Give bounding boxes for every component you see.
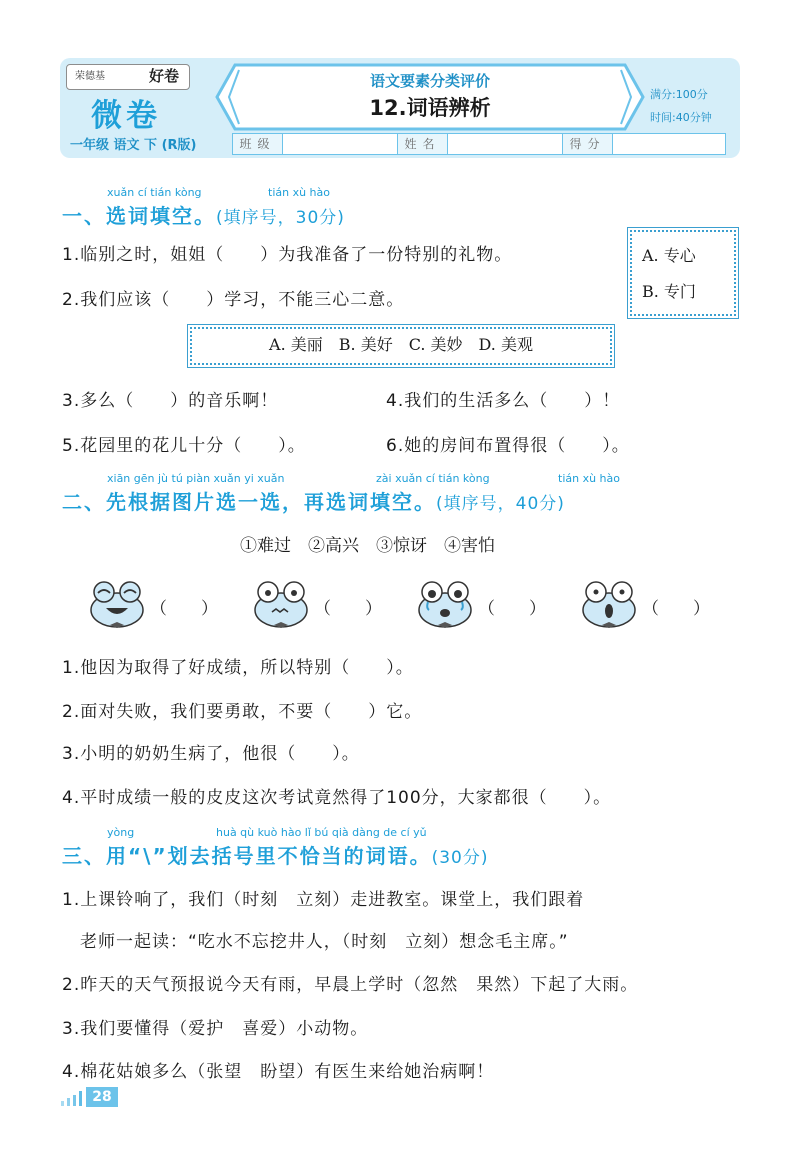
s2-question-2: 2.面对失败，我们要勇敢，不要（ ）它。 <box>62 702 423 722</box>
section2-title-text: 二、先根据图片选一选，再选词填空。 <box>62 490 436 514</box>
time-limit: 时间:40分钟 <box>650 111 712 124</box>
s2-question-3: 3.小明的奶奶生病了，他很（ ）。 <box>62 744 360 764</box>
class-field[interactable] <box>283 134 398 154</box>
s3-question-1-line2: 老师一起读：“吃水不忘挖井人，（时刻 立刻）想念毛主席。” <box>80 932 569 952</box>
score-field[interactable] <box>613 134 725 154</box>
page-number: 28 <box>86 1087 118 1107</box>
section2-pinyin-b: zài xuǎn cí tián kòng <box>376 472 490 485</box>
option-a-zhuanxin: A. 专心 <box>642 246 696 265</box>
option-b-zhuanmen: B. 专门 <box>642 282 696 301</box>
section1-pinyin-a: xuǎn cí tián kòng <box>107 186 202 199</box>
frog-blank-2[interactable]: （ ） <box>314 599 382 619</box>
section3-title-text: 三、用“\”划去括号里不恰当的词语。 <box>62 844 432 868</box>
section2-points: (填序号，40分) <box>436 494 565 514</box>
score-label: 得分 <box>563 134 613 154</box>
series-title: 语文要素分类评价 <box>369 72 490 90</box>
s1-question-4: 4.我们的生活多么（ ）！ <box>386 391 621 411</box>
frog-blank-1[interactable]: （ ） <box>150 599 218 619</box>
s1-question-3: 3.多么（ ）的音乐啊！ <box>62 391 279 411</box>
frog-blank-3[interactable]: （ ） <box>478 599 546 619</box>
section3-points: (30分) <box>431 848 489 868</box>
section1-title <box>62 200 345 229</box>
grade-label: 一年级 语文 下 (R版) <box>70 138 197 153</box>
publisher: 荣德基 <box>75 71 105 82</box>
section1-pinyin-b: tián xù hào <box>268 186 330 199</box>
frog-blank-4[interactable]: （ ） <box>642 599 710 619</box>
name-label: 姓名 <box>398 134 448 154</box>
class-label: 班级 <box>233 134 283 154</box>
emotion-word-list: ①难过 ②高兴 ③惊讶 ④害怕 <box>240 536 495 556</box>
option-box-1 <box>630 230 736 316</box>
signal-bars-icon <box>60 1089 86 1107</box>
section3-pinyin-b: huà qù kuò hào lǐ bú qià dàng de cí yǔ <box>216 826 427 839</box>
name-field[interactable] <box>448 134 563 154</box>
s3-question-2: 2.昨天的天气预报说今天有雨，早晨上学时（忽然 果然）下起了大雨。 <box>62 975 639 995</box>
section1-title-text: 一、选词填空。 <box>62 204 216 228</box>
student-info-bar <box>232 133 726 155</box>
brand-box <box>66 64 190 90</box>
s3-question-3: 3.我们要懂得（爱护 喜爱）小动物。 <box>62 1019 369 1039</box>
section2-pinyin-c: tián xù hào <box>558 472 620 485</box>
happy-frog-icon <box>86 578 148 630</box>
s3-question-1-line1: 1.上课铃响了，我们（时刻 立刻）走进教室。课堂上，我们跟着 <box>62 890 585 910</box>
section3-title <box>62 840 489 869</box>
section3-pinyin-a: yòng <box>107 826 135 839</box>
sad-frog-icon <box>414 578 476 630</box>
surprised-frog-icon <box>578 578 640 630</box>
s2-question-1: 1.他因为取得了好成绩，所以特别（ ）。 <box>62 658 414 678</box>
scared-frog-icon <box>250 578 312 630</box>
s3-question-4: 4.棉花姑娘多么（张望 盼望）有医生来给她治病啊！ <box>62 1062 495 1082</box>
s1-question-1: 1.临别之时，姐姐（ ）为我准备了一份特别的礼物。 <box>62 245 513 265</box>
full-score: 满分:100分 <box>650 88 708 101</box>
option-box-2: A. 美丽 B. 美好 C. 美妙 D. 美观 <box>190 327 612 365</box>
s1-question-5: 5.花园里的花儿十分（ ）。 <box>62 436 306 456</box>
s2-question-4: 4.平时成绩一般的皮皮这次考试竟然得了100分，大家都很（ ）。 <box>62 788 612 808</box>
s1-question-2: 2.我们应该（ ）学习，不能三心二意。 <box>62 290 405 310</box>
s1-question-6: 6.她的房间布置得很（ ）。 <box>386 436 630 456</box>
section2-title <box>62 486 565 515</box>
logo-text: 好卷 <box>149 67 180 85</box>
section2-pinyin-a: xiān gēn jù tú piàn xuǎn yi xuǎn <box>107 472 285 485</box>
brand-title: 微卷 <box>91 98 161 134</box>
page-title: 12.词语辨析 <box>369 96 491 120</box>
section1-points: (填序号，30分) <box>216 208 345 228</box>
